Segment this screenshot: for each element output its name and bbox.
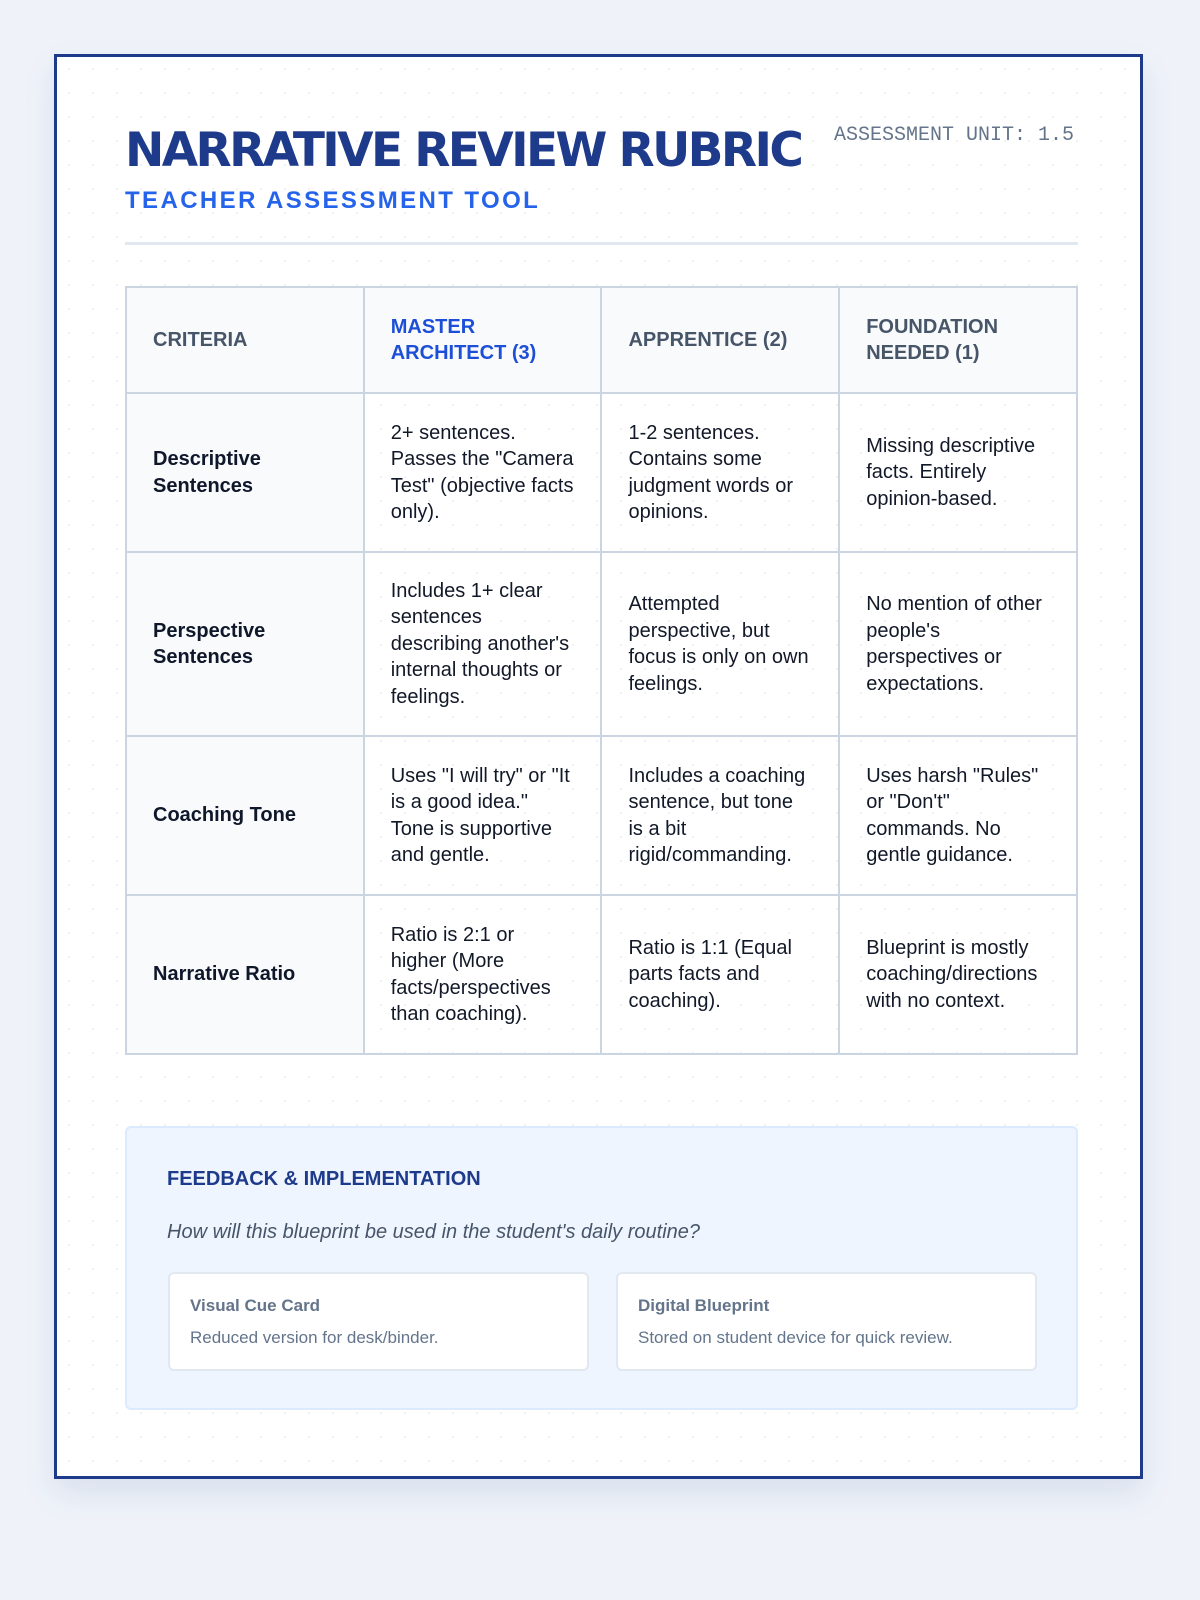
apprentice-cell: Attempted perspective, but focus is only on own feelings. — [601, 552, 839, 736]
table-row — [126, 552, 1077, 736]
column-header-master-architect: MASTER ARCHITECT (3) — [364, 287, 602, 393]
foundation-cell: Blueprint is mostly coaching/directions with no context. — [839, 895, 1077, 1054]
header-divider — [125, 242, 1078, 245]
option-card-description: Reduced version for desk/binder. — [190, 1328, 439, 1347]
master-cell: Ratio is 2:1 or higher (More facts/perspectives than coaching). — [364, 895, 602, 1054]
feedback-question: How will this blueprint be used in the student's daily routine? — [167, 1221, 701, 1243]
option-card-title: Digital Blueprint — [638, 1296, 770, 1315]
foundation-cell: Missing descriptive facts. Entirely opinion-based. — [839, 393, 1077, 552]
column-header-apprentice: APPRENTICE (2) — [601, 287, 839, 393]
table-row — [126, 393, 1077, 552]
page-title: NARRATIVE REVIEW RUBRIC — [125, 123, 802, 178]
column-header-foundation-needed: FOUNDATION NEEDED (1) — [839, 287, 1077, 393]
column-header-criteria: CRITERIA — [126, 287, 364, 393]
rubric-table — [125, 286, 1078, 1055]
apprentice-cell: Includes a coaching sentence, but tone is a bit rigid/commanding. — [601, 736, 839, 895]
criterion-cell: Perspective Sentences — [126, 552, 364, 736]
apprentice-cell: 1-2 sentences. Contains some judgment words or opinions. — [601, 393, 839, 552]
assessment-unit-label: ASSESSMENT UNIT: 1.5 — [833, 124, 1074, 147]
feedback-panel — [125, 1126, 1078, 1410]
option-card-visual-cue-card[interactable] — [168, 1272, 589, 1371]
option-card-title: Visual Cue Card — [190, 1296, 321, 1315]
table-row — [126, 895, 1077, 1054]
criterion-cell: Coaching Tone — [126, 736, 364, 895]
option-card-digital-blueprint[interactable] — [616, 1272, 1037, 1371]
feedback-title: FEEDBACK & IMPLEMENTATION — [167, 1168, 481, 1190]
master-cell: 2+ sentences. Passes the "Camera Test" (objective facts only). — [364, 393, 602, 552]
foundation-cell: Uses harsh "Rules" or "Don't" commands. No gentle guidance. — [839, 736, 1077, 895]
apprentice-cell: Ratio is 1:1 (Equal parts facts and coaching). — [601, 895, 839, 1054]
rubric-sheet — [54, 54, 1143, 1479]
criterion-cell: Descriptive Sentences — [126, 393, 364, 552]
rubric-header-row — [126, 287, 1077, 393]
master-cell: Uses "I will try" or "It is a good idea." Tone is supportive and gentle. — [364, 736, 602, 895]
foundation-cell: No mention of other people's perspectives or expectations. — [839, 552, 1077, 736]
option-card-description: Stored on student device for quick review. — [638, 1328, 953, 1347]
criterion-cell: Narrative Ratio — [126, 895, 364, 1054]
table-row — [126, 736, 1077, 895]
master-cell: Includes 1+ clear sentences describing another's internal thoughts or feelings. — [364, 552, 602, 736]
page-subtitle: TEACHER ASSESSMENT TOOL — [125, 187, 541, 214]
